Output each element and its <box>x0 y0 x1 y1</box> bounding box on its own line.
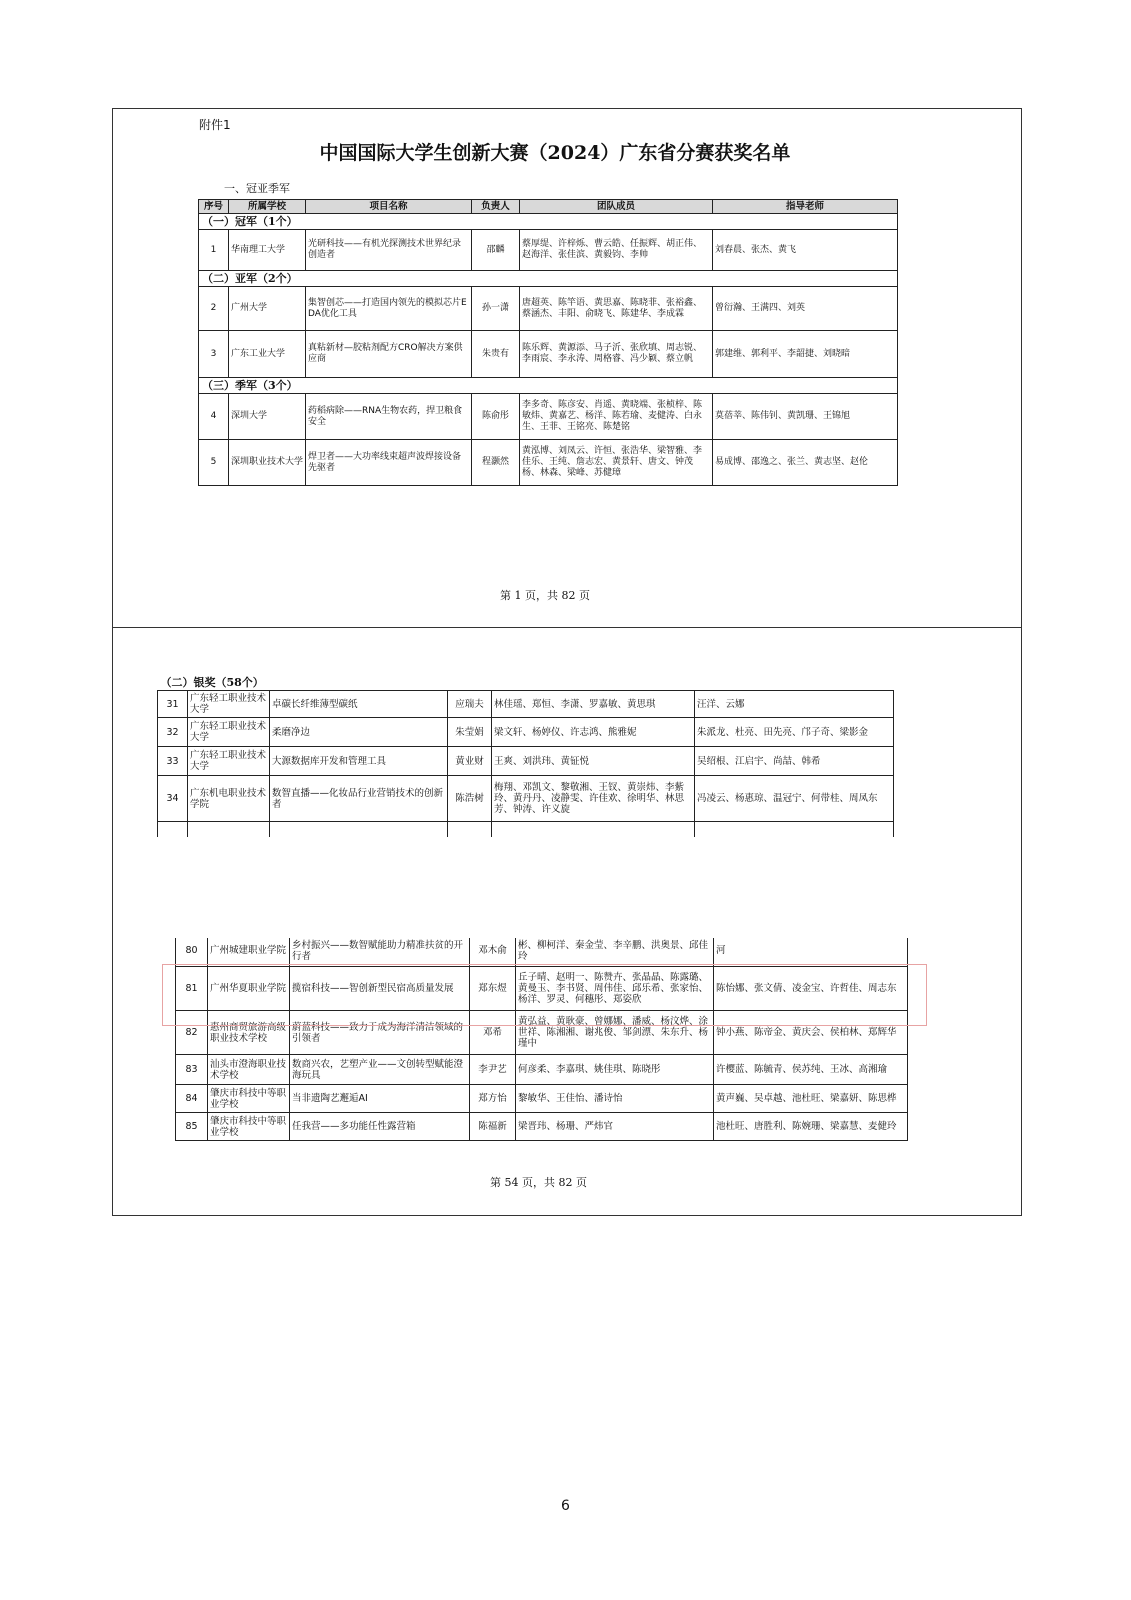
table-row: 83 汕头市澄海职业技术学校 数商兴农，艺塑产业——文创转型赋能澄海玩具 李尹艺 何彦柔、李嘉琪、姚佳琪、陈晓彤 许樱蓝、陈毓青、侯苏纯、王冰、高湘瑜 <box>176 1055 908 1085</box>
table-row: 31 广东轻工职业技术大学 卓碳长纤维薄型碳纸 应瑞夫 林佳瑶、郑恒、李潇、罗嘉敏、黄思琪 汪洋、云娜 <box>158 691 894 718</box>
table-row: 85 肇庆市科技中等职业学校 任我营——多功能任性露营箱 陈福新 梁晋玮、杨珊、严炜官 池杜旺、唐胜利、陈婉珊、梁嘉慧、麦健玲 <box>176 1113 908 1141</box>
group-row-runnerup: （二）亚军（2个） <box>199 271 898 287</box>
table-row: 84 肇庆市科技中等职业学校 当非遗陶艺邂逅AI 郑方怡 黎敏华、王佳怡、潘诗怡 黄声巍、吴卓越、池杜旺、梁嘉妍、陈思桦 <box>176 1085 908 1113</box>
page54-footer: 第 54 页，共 82 页 <box>490 1176 587 1189</box>
header-project: 项目名称 <box>306 200 472 214</box>
table-row: 4 深圳大学 药稻病除——RNA生物农药，捍卫粮食安全 陈俞彤 李多奇、陈彦安、肖遥、黄晓端、张桢梓、陈敏炜、黄嘉艺、杨洋、陈若瑜、麦健涛、白永生、王菲、王铭亮、陈楚铭 莫蓓莘、陈伟钊、黄凯珊、王锦旭 <box>199 394 898 440</box>
table-header-row <box>199 200 898 214</box>
table-row: 32 广东轻工职业技术大学 柔磨净边 朱莹娟 梁文轩、杨婷仪、许志鸿、熊雅妮 朱派龙、杜亮、田先亮、邝子奇、梁影金 <box>158 718 894 747</box>
page1-footer: 第 1 页，共 82 页 <box>500 589 590 602</box>
group-row-silver: （二）银奖（58个） <box>158 675 894 691</box>
header-no: 序号 <box>199 200 229 214</box>
table-row: 33 广东轻工职业技术大学 大源数据库开发和管理工具 黄业财 王爽、刘洪玮、黄钲悦 吴绍根、江启宇、尚喆、韩希 <box>158 747 894 776</box>
header-members: 团队成员 <box>520 200 713 214</box>
attachment-label: 附件1 <box>199 118 231 132</box>
table-row: 1 华南理工大学 光研科技——有机光探测技术世界纪录创造者 邵麟 蔡厚缇、许梓烁、曹云皓、任振辉、胡正伟、赵海洋、张佳滨、黄毅钧、李帅 刘春晨、张杰、黄飞 <box>199 230 898 271</box>
header-school: 所属学校 <box>229 200 306 214</box>
section-heading: 一、冠亚季军 <box>224 182 290 195</box>
row-highlight-box <box>162 964 927 1026</box>
table-row: 2 广州大学 集智创芯——打造国内领先的模拟芯片EDA优化工具 孙一潇 唐超英、陈竿语、黄思嘉、陈晓菲、张裕鑫、蔡涵杰、丰阳、俞晓飞、陈建华、李成霖 曾衍瀚、王满四、刘英 <box>199 287 898 331</box>
group-row-champion: （一）冠军（1个） <box>199 214 898 230</box>
page-divider <box>112 627 1022 628</box>
table-row: 5 深圳职业技术大学 焊卫者——大功率线束超声波焊接设备先驱者 程灏然 黄泓博、刘凤云、许恒、张浩华、梁智雅、李佳乐、王纯、詹志宏、黄景轩、唐文、钟茂杨、林森、梁峰、苏健璋 易成博、邵逸之、张兰、黄志坚、赵伦 <box>199 440 898 486</box>
table-row: 82 惠州商贸旅游高级职业技术学校 蔚蓝科技——致力于成为海洋清洁领域的引领者 邓希 黄弘益、黄耿豪、曾娜娜、潘威、杨汶烨、涂世祥、陈湘湘、谢兆俊、邹剑漂、朱东升、杨瑾中 钟小燕、陈帝金、黄庆会、侯柏林、郑辉华 <box>176 1011 908 1055</box>
document-title: 中国国际大学生创新大赛（2024）广东省分赛获奖名单 <box>319 142 791 164</box>
table-row-highlighted: 81 广州华夏职业学院 揽宿科技——智创新型民宿高质量发展 郑东煜 丘子晴、赵明一、陈赞卉、张晶晶、陈露璐、黄曼玉、李书贤、周伟佳、邱乐希、张家怡、杨洋、罗灵、何穗彤、郑姿欣 陈怡娜、张文倩、凌金宝、许哲佳、周志东 <box>176 967 908 1011</box>
header-advisors: 指导老师 <box>713 200 898 214</box>
silver-excerpt <box>150 672 910 837</box>
group-row-third: （三）季军（3个） <box>199 378 898 394</box>
table-row: 3 广东工业大学 真粘新材—胶粘剂配方CRO解决方案供应商 朱贵有 陈乐辉、黄源添、马子沂、张欣填、周志锐、李雨宸、李永涛、周格睿、冯少颖、蔡立帆 郭建维、郭利平、李韶捷、刘晓暗 <box>199 331 898 378</box>
table-row-cut <box>158 822 894 838</box>
page-number: 6 <box>561 1498 570 1514</box>
silver-table <box>157 675 894 837</box>
header-leader: 负责人 <box>472 200 520 214</box>
awards-table-top <box>198 199 898 486</box>
table-row: 34 广东机电职业技术学院 数智直播——化妆品行业营销技术的创新者 陈浩树 梅翔、邓凯文、黎敬湘、王钗、黄崇炜、李紫玲、黄丹丹、凌静雯、许佳欢、徐明华、林思芳、钟涛、许义旋 冯凌云、杨惠琼、温冠宁、何带桂、周凤东 <box>158 776 894 822</box>
table-row: 80 广州城建职业学院 乡村振兴——数智赋能助力精准扶贫的开行者 邓木俞 彬、柳柯洋、秦金莹、李辛鹏、洪奥景、邱佳玲 河 <box>176 938 908 967</box>
